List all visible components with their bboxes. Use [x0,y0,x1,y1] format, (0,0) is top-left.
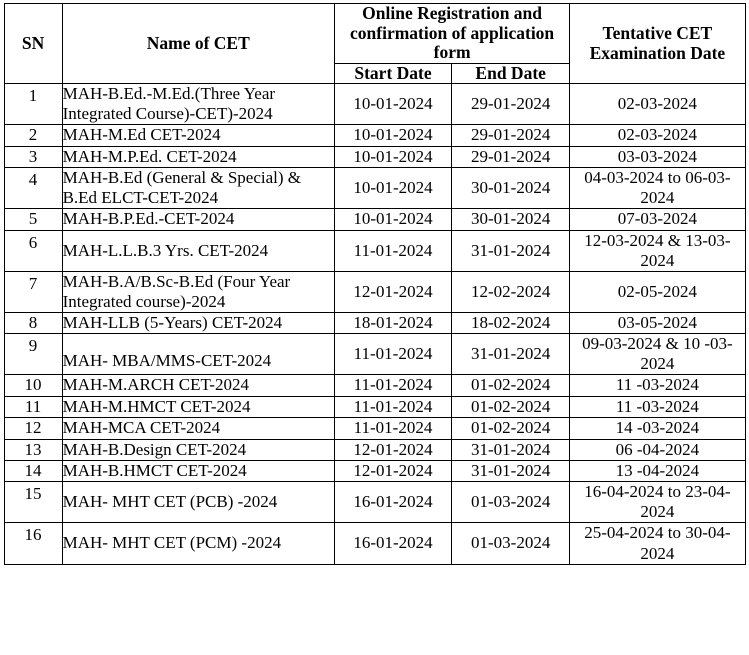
cell-end-date: 31-01-2024 [452,439,570,460]
cell-end-date: 29-01-2024 [452,125,570,146]
cell-start-date: 12-01-2024 [334,271,451,312]
cell-cet-name: MAH-B.Ed.-M.Ed.(Three Year Integrated Course)-CET)-2024 [62,84,334,125]
header-row-primary [4,4,745,64]
cell-start-date: 11-01-2024 [334,375,451,396]
cell-end-date: 01-02-2024 [452,375,570,396]
cell-exam-date: 07-03-2024 [570,209,745,230]
column-header-registration-group: Online Registration and confirmation of application form [334,4,569,64]
cell-end-date: 01-03-2024 [452,523,570,564]
column-header-start-date: Start Date [334,63,451,84]
cell-end-date: 12-02-2024 [452,271,570,312]
cell-cet-name: MAH-M.P.Ed. CET-2024 [62,146,334,167]
table-row [4,312,745,333]
cell-cet-name: MAH-MCA CET-2024 [62,418,334,439]
table-row [4,230,745,271]
cell-start-date: 16-01-2024 [334,523,451,564]
cell-sn: 3 [4,146,62,167]
table-row [4,418,745,439]
table-row [4,168,745,209]
table-row [4,396,745,417]
cell-cet-name: MAH-B.A/B.Sc-B.Ed (Four Year Integrated course)-2024 [62,271,334,312]
table-body [4,84,745,564]
cell-start-date: 12-01-2024 [334,439,451,460]
cell-exam-date: 03-05-2024 [570,312,745,333]
cell-end-date: 31-01-2024 [452,230,570,271]
table-row [4,125,745,146]
cell-cet-name: MAH-B.Ed (General & Special) & B.Ed ELCT-CET-2024 [62,168,334,209]
cell-exam-date: 09-03-2024 & 10 -03-2024 [570,334,745,375]
cell-cet-name: MAH-L.L.B.3 Yrs. CET-2024 [62,230,334,271]
cell-end-date: 01-03-2024 [452,482,570,523]
cell-exam-date: 13 -04-2024 [570,460,745,481]
cell-start-date: 12-01-2024 [334,460,451,481]
cell-exam-date: 11 -03-2024 [570,375,745,396]
cell-end-date: 30-01-2024 [452,209,570,230]
table-row [4,460,745,481]
table-row [4,482,745,523]
cell-end-date: 29-01-2024 [452,84,570,125]
cell-cet-name: MAH-M.Ed CET-2024 [62,125,334,146]
cell-sn: 14 [4,460,62,481]
column-header-exam-date: Tentative CET Examination Date [570,4,745,84]
cell-sn: 4 [4,168,62,209]
cell-sn: 2 [4,125,62,146]
cell-end-date: 18-02-2024 [452,312,570,333]
cell-sn: 9 [4,334,62,375]
table-row [4,271,745,312]
cell-start-date: 11-01-2024 [334,396,451,417]
table-row [4,84,745,125]
table-row [4,209,745,230]
cell-sn: 16 [4,523,62,564]
cell-exam-date: 02-03-2024 [570,125,745,146]
cell-sn: 11 [4,396,62,417]
cell-start-date: 10-01-2024 [334,84,451,125]
cell-cet-name: MAH-M.HMCT CET-2024 [62,396,334,417]
cell-exam-date: 03-03-2024 [570,146,745,167]
cell-end-date: 29-01-2024 [452,146,570,167]
cell-exam-date: 02-05-2024 [570,271,745,312]
table-header [4,4,745,84]
cell-cet-name: MAH-B.HMCT CET-2024 [62,460,334,481]
cell-start-date: 18-01-2024 [334,312,451,333]
cell-end-date: 01-02-2024 [452,396,570,417]
table-row [4,334,745,375]
cell-exam-date: 16-04-2024 to 23-04-2024 [570,482,745,523]
cell-sn: 1 [4,84,62,125]
cell-sn: 8 [4,312,62,333]
cell-cet-name: MAH-B.Design CET-2024 [62,439,334,460]
cell-end-date: 31-01-2024 [452,460,570,481]
cell-start-date: 11-01-2024 [334,334,451,375]
cell-exam-date: 12-03-2024 & 13-03-2024 [570,230,745,271]
column-header-name: Name of CET [62,4,334,84]
column-header-end-date: End Date [452,63,570,84]
cell-sn: 10 [4,375,62,396]
cell-sn: 7 [4,271,62,312]
cell-start-date: 10-01-2024 [334,168,451,209]
cell-cet-name: MAH-B.P.Ed.-CET-2024 [62,209,334,230]
cell-sn: 5 [4,209,62,230]
cell-exam-date: 04-03-2024 to 06-03-2024 [570,168,745,209]
cell-exam-date: 25-04-2024 to 30-04-2024 [570,523,745,564]
cell-exam-date: 02-03-2024 [570,84,745,125]
cell-end-date: 31-01-2024 [452,334,570,375]
table-row [4,439,745,460]
table-row [4,375,745,396]
cell-start-date: 10-01-2024 [334,209,451,230]
cell-sn: 6 [4,230,62,271]
table-row [4,146,745,167]
cell-sn: 12 [4,418,62,439]
cell-start-date: 11-01-2024 [334,418,451,439]
table-row [4,523,745,564]
cell-exam-date: 14 -03-2024 [570,418,745,439]
cell-start-date: 16-01-2024 [334,482,451,523]
cell-end-date: 01-02-2024 [452,418,570,439]
cell-cet-name: MAH-M.ARCH CET-2024 [62,375,334,396]
cell-cet-name: MAH-LLB (5-Years) CET-2024 [62,312,334,333]
cell-sn: 13 [4,439,62,460]
cet-schedule-table [4,3,746,565]
cell-cet-name: MAH- MBA/MMS-CET-2024 [62,334,334,375]
cell-cet-name: MAH- MHT CET (PCB) -2024 [62,482,334,523]
cell-exam-date: 06 -04-2024 [570,439,745,460]
column-header-sn: SN [4,4,62,84]
cell-exam-date: 11 -03-2024 [570,396,745,417]
cell-start-date: 10-01-2024 [334,146,451,167]
cell-cet-name: MAH- MHT CET (PCM) -2024 [62,523,334,564]
cell-end-date: 30-01-2024 [452,168,570,209]
cell-start-date: 11-01-2024 [334,230,451,271]
cell-start-date: 10-01-2024 [334,125,451,146]
cell-sn: 15 [4,482,62,523]
